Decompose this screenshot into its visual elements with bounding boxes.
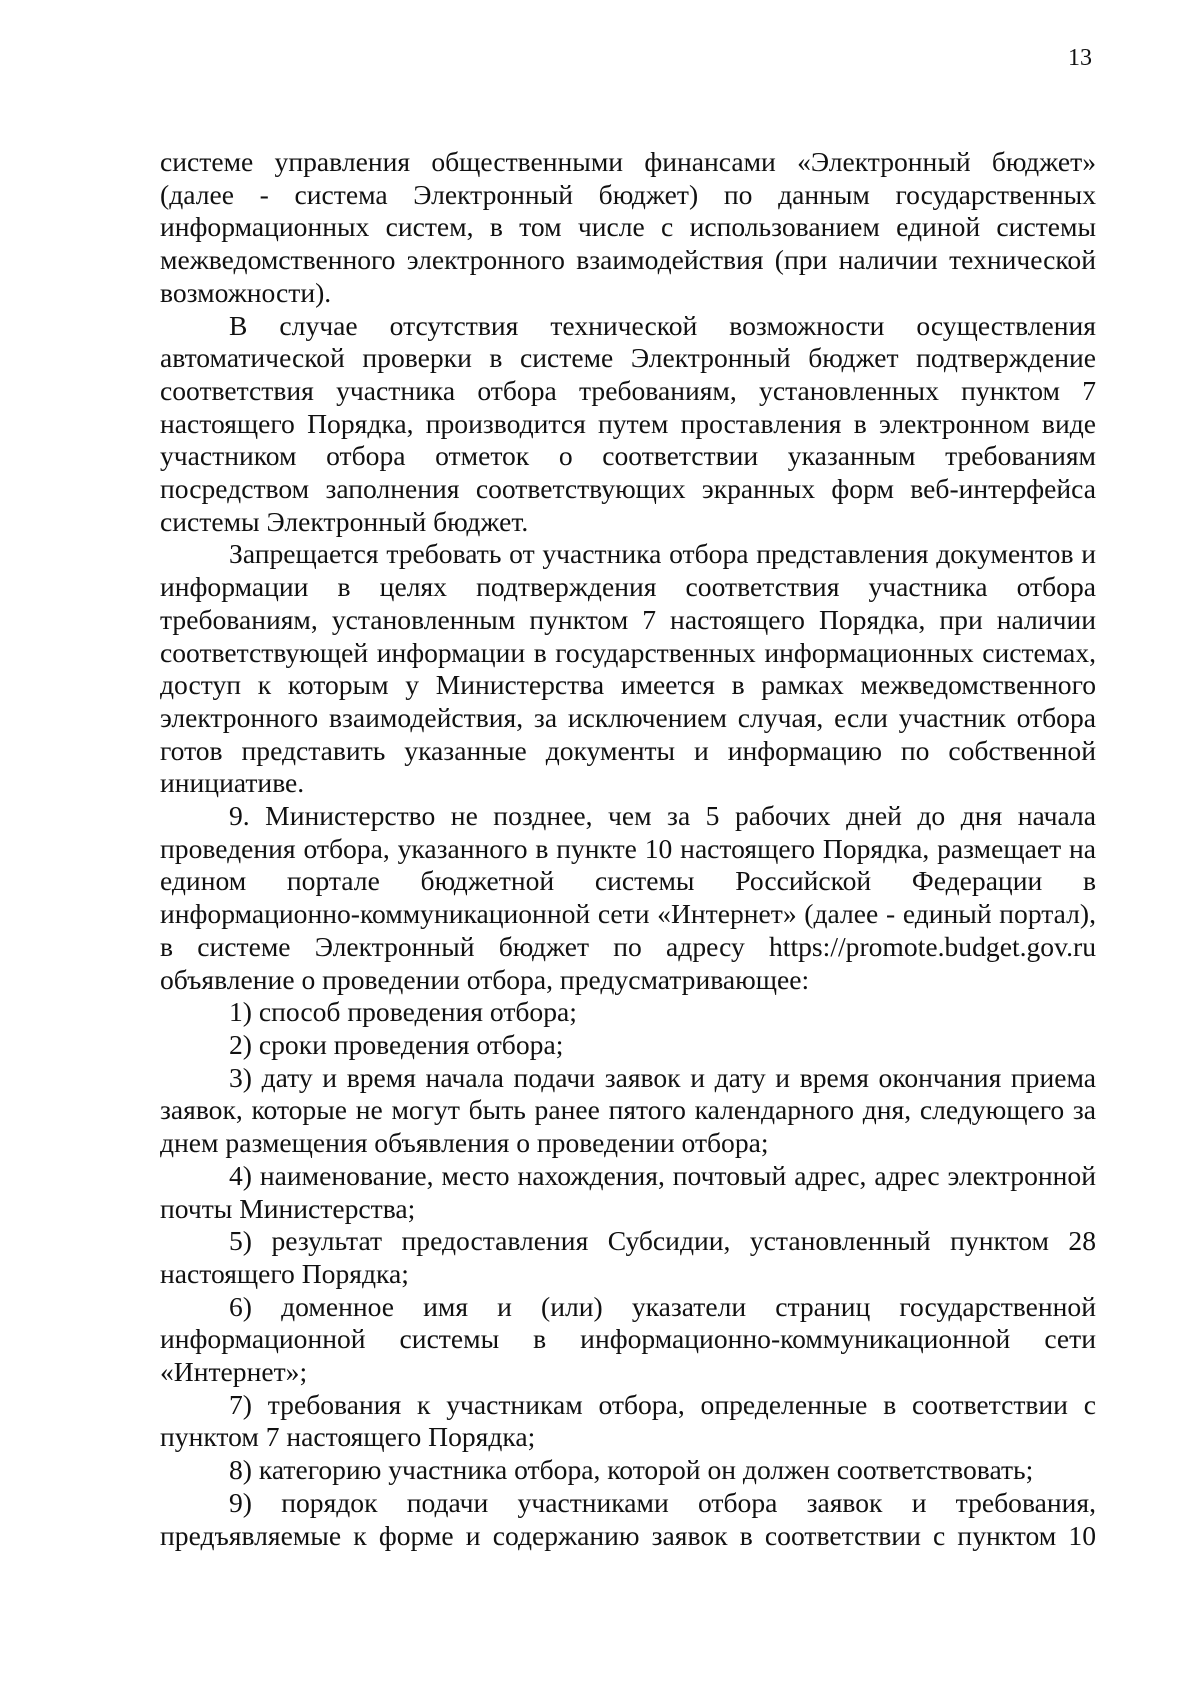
list-item-8: 8) категорию участника отбора, которой он должен соответствовать; [229,1454,1034,1486]
paragraph-item-9: 9. Министерство не позднее, чем за 5 рабочих дней до дня начала проведения отбора, указанного в пункте 10 настоящего Порядка, размещает на едином портале бюджетной системы Российской Федерации в информационно-коммуникационной сети «Интернет» (далее - единый портал), в системе Электронный бюджет по адресу https://promote.budget.gov.ru объявление о проведении отбора, предусматривающее: [160,800,1096,995]
paragraph-continuation: системе управления общественными финансами «Электронный бюджет» (далее - система Электронный бюджет) по данным государственных информационных систем, в том числе с использованием единой системы межведомственного электронного взаимодействия (при наличии технической возможности). [160,146,1096,308]
page-number: 13 [1068,45,1092,71]
document-body [160,146,1096,1552]
list-item-9: 9) порядок подачи участниками отбора заявок и требования, предъявляемые к форме и содержанию заявок в соответствии с пунктом 10 [160,1486,1096,1551]
list-item-5: 5) результат предоставления Субсидии, установленный пунктом 28 настоящего Порядка; [160,1225,1096,1289]
paragraph-automatic-check: В случае отсутствия технической возможности осуществления автоматической проверки в системе Электронный бюджет подтверждение соответствия участника отбора требованиям, установленных пунктом 7 настоящего Порядка, производится путем проставления в электронном виде участником отбора отметок о соответствии указанным требованиям посредством заполнения соответствующих экранных форм веб-интерфейса системы Электронный бюджет. [160,309,1096,537]
list-item-7: 7) требования к участникам отбора, определенные в соответствии с пунктом 7 настоящего Порядка; [160,1388,1096,1453]
list-item-6: 6) доменное имя и (или) указатели страниц государственной информационной системы в информационно-коммуникационной сети «Интернет»; [160,1290,1096,1388]
list-item-4: 4) наименование, место нахождения, почтовый адрес, адрес электронной почты Министерства; [160,1159,1096,1224]
list-item-2: 2) сроки проведения отбора; [229,1028,564,1060]
list-item-3: 3) дату и время начала подачи заявок и дату и время окончания приема заявок, которые не могут быть ранее пятого календарного дня, следующего за днем размещения объявления о проведении отбора; [160,1061,1096,1159]
paragraph-prohibition: Запрещается требовать от участника отбора представления документов и информации в целях подтверждения соответствия участника отбора требованиям, установленным пунктом 7 настоящего Порядка, при наличии соответствующей информации в государственных информационных системах, доступ к которым у Министерства имеется в рамках межведомственного электронного взаимодействия, за исключением случая, если участник отбора готов представить указанные документы и информацию по собственной инициативе. [160,538,1096,799]
list-item-1: 1) способ проведения отбора; [229,996,577,1028]
